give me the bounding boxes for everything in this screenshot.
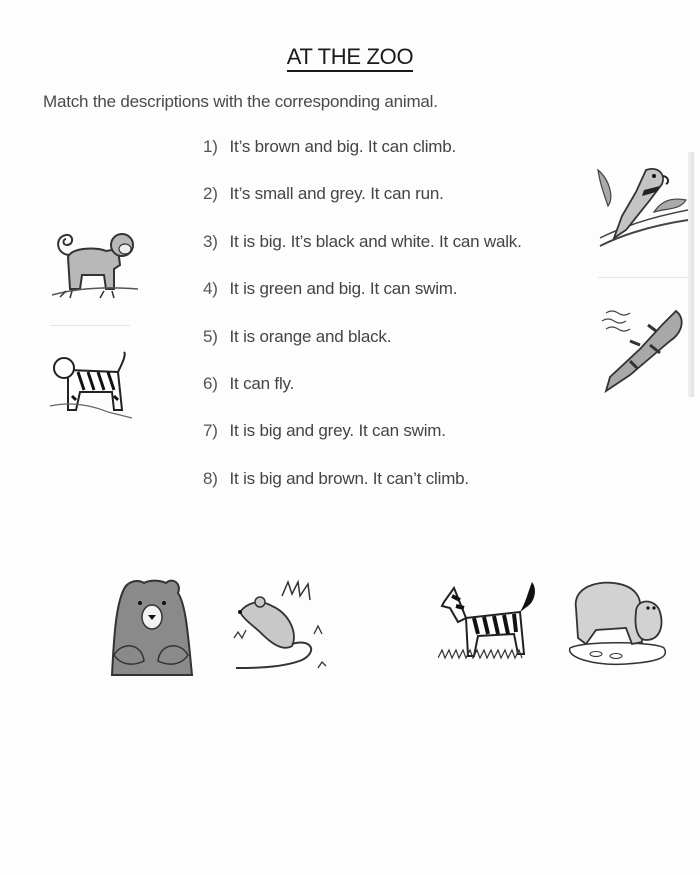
bear-icon [108,575,198,677]
item-number: 4) [203,279,218,299]
item-number: 3) [203,231,218,251]
description-item [203,137,522,184]
description-item [203,327,522,374]
divider [50,325,130,326]
item-text: It is orange and black. [229,326,392,346]
item-number: 2) [203,184,218,204]
item-text: It is big and grey. It can swim. [229,421,446,441]
mouse-icon [232,578,336,674]
description-list [203,137,522,516]
worksheet-title [0,44,700,70]
item-text: It is green and big. It can swim. [229,279,458,299]
description-item [203,279,522,326]
description-item [203,421,522,468]
item-text: It’s brown and big. It can climb. [229,137,457,156]
zebra-icon [438,578,542,664]
instructions: Match the descriptions with the corresponding animal. [43,92,438,111]
description-item [203,184,522,231]
hippo-icon [566,578,670,668]
item-number: 7) [203,421,218,441]
parrot-icon [596,160,688,250]
description-item [203,469,522,516]
monkey-icon [48,225,140,303]
item-text: It is big. It’s black and white. It can walk. [229,231,522,251]
divider [598,277,688,278]
item-number: 8) [203,468,218,488]
item-number: 5) [203,326,218,346]
item-number: 6) [203,373,218,393]
item-text: It is big and brown. It can’t climb. [229,468,469,488]
item-text: It can fly. [229,373,295,393]
description-item [203,374,522,421]
description-item [203,232,522,279]
page-edge-shadow [688,152,694,397]
tiger-icon [48,350,134,420]
crocodile-icon [600,305,688,395]
title-text: AT THE ZOO [287,44,414,72]
item-text: It’s small and grey. It can run. [229,184,444,204]
item-number: 1) [203,137,218,156]
